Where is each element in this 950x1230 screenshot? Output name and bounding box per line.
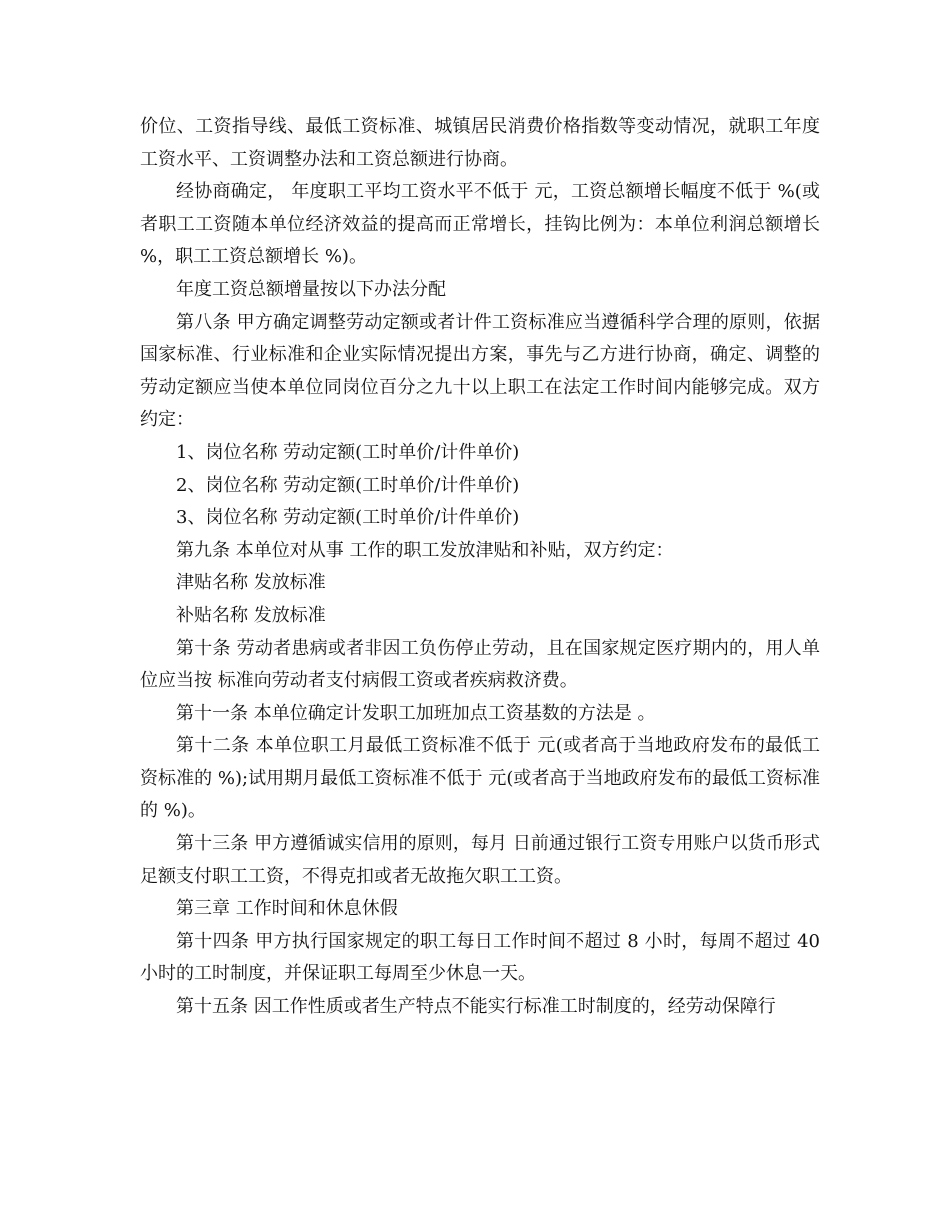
allowance-line: 津贴名称 发放标准 — [176, 572, 326, 594]
paragraph-2: 经协商确定， 年度职工平均工资水平不低于 元，工资总额增长幅度不低于 %(或者职工工资随本单位经济效益的提高而正常增长，挂钩比例为：本单位利润总额增长 %，职工工资总额增长 %)。 — [140, 181, 820, 268]
subsidy-line: 补贴名称 发放标准 — [176, 604, 326, 626]
paragraph-article-13: 第十三条 甲方遵循诚实信用的原则，每月 日前通过银行工资专用账户以货币形式足额支付职工工资，不得克扣或者无故拖欠职工工资。 — [140, 833, 820, 887]
list-item-position-1: 1、岗位名称 劳动定额(工时单价/计件单价) — [176, 441, 520, 463]
paragraph-article-9: 第九条 本单位对从事 工作的职工发放津贴和补贴，双方约定： — [176, 539, 674, 561]
paragraph-article-12: 第十二条 本单位职工月最低工资标准不低于 元(或者高于当地政府发布的最低工资标准的 %);试用期月最低工资标准不低于 元(或者高于当地政府发布的最低工资标准的 %)。 — [140, 735, 820, 822]
paragraph-article-14: 第十四条 甲方执行国家规定的职工每日工作时间不超过 8 小时，每周不超过 40 小时的工时制度，并保证职工每周至少休息一天。 — [140, 930, 820, 985]
chapter-3-heading: 第三章 工作时间和休息休假 — [176, 898, 398, 920]
list-item-position-2: 2、岗位名称 劳动定额(工时单价/计件单价) — [176, 474, 520, 496]
paragraph-article-8: 第八条 甲方确定调整劳动定额或者计件工资标准应当遵循科学合理的原则，依据国家标准、行业标准和企业实际情况提出方案，事先与乙方进行协商，确定、调整的劳动定额应当使本单位同岗位百分之九十以上职工在法定工作时间内能够完成。双方约定： — [140, 311, 820, 431]
paragraph-1: 价位、工资指导线、最低工资标准、城镇居民消费价格指数等变动情况，就职工年度工资水平、工资调整办法和工资总额进行协商。 — [140, 116, 820, 170]
paragraph-article-15: 第十五条 因工作性质或者生产特点不能实行标准工时制度的，经劳动保障行 — [176, 996, 776, 1018]
document-body — [140, 111, 820, 1024]
list-item-position-3: 3、岗位名称 劳动定额(工时单价/计件单价) — [176, 507, 520, 529]
paragraph-3: 年度工资总额增量按以下办法分配 — [176, 278, 446, 300]
paragraph-article-11: 第十一条 本单位确定计发职工加班加点工资基数的方法是 。 — [176, 702, 656, 724]
paragraph-article-10: 第十条 劳动者患病或者非因工负伤停止劳动，且在国家规定医疗期内的，用人单位应当按 标准向劳动者支付病假工资或者疾病救济费。 — [140, 637, 820, 692]
